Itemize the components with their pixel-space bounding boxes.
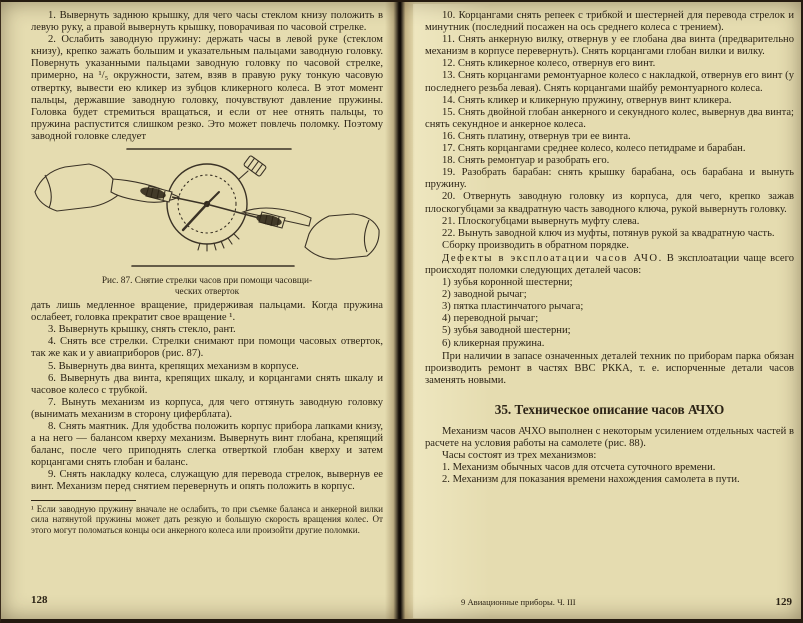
- defect-item: 1) зубья коронной шестерни;: [442, 277, 573, 289]
- section-heading: 35. Техническое описание часов АЧХО: [494, 401, 725, 417]
- defects-lead-rest: В эксплоатации чаще всего происходят поломки следующих деталей часов:: [425, 252, 795, 276]
- list-item: 12. Снять кликерное колесо, отвернув его винт.: [442, 58, 656, 70]
- list-item: 8. Снять маятник. Для удобства положить корпус прибора лапками книзу, а на него — балансом кверху механизм. Вывернуть винт глобана, крепящий баланс, после чего приподнять слегка отверткой глобан кверху и затем корцангами снять глобан и баланс.: [31, 420, 383, 469]
- defect-item: 5) зубья заводной шестерни;: [442, 325, 571, 337]
- list-item: 11. Снять анкерную вилку, отвернув у ее глобана два винта (предварительно механизм в корпусе перевернуть). Снять корцангами глобан вилки и вилку.: [425, 34, 794, 58]
- figure-87: [31, 146, 383, 298]
- list-item: 9. Снять накладку колеса, служащую для перевода стрелок, вывернув ее винт. Механизм перед снятием перевернуть и опять положить в корпус.: [31, 469, 383, 493]
- list-item: 6. Вывернуть два винта, крепящих шкалу, и корцангами снять шкалу и часовое колесо с трубкой.: [31, 372, 383, 396]
- list-item: 10. Корцангами снять репеек с трибкой и шестерней для перевода стрелок и минутник (последний посажен на ось среднего колеса с трением).: [425, 10, 794, 34]
- defect-item: 6) кликерная пружина.: [442, 337, 545, 349]
- list-item: Сборку производить в обратном порядке.: [442, 239, 629, 251]
- list-item: 21. Плоскогубцами вывернуть муфту слева.: [442, 215, 640, 227]
- footer-signature: 9 Авиационные приборы. Ч. III: [461, 597, 576, 607]
- right-page-footer: [425, 596, 792, 608]
- footnote: ¹ Если заводную пружину вначале не ослабить, то при съемке баланса и анкерной вилки сила натянутой пружины может дать резкую и большую скорость вращения колес. От этого могут поломаться концы оси анкерного колеса или произойти другие поломки.: [31, 503, 383, 535]
- figure-caption-line2: ческих отверток: [174, 287, 240, 298]
- right-page: [413, 4, 802, 618]
- paragraph: 2. Механизм для показания времени нахождения самолета в пути.: [442, 474, 740, 486]
- defect-item: 4) переводной рычаг;: [442, 313, 539, 325]
- list-item: 3. Вывернуть крышку, снять стекло, рант.: [48, 324, 236, 336]
- book-gutter-shadow: [385, 2, 415, 623]
- list-item: 17. Снять корцангами среднее колесо, колесо петидраме и барабан.: [442, 143, 746, 155]
- defects-lead: [425, 253, 794, 277]
- left-screwdriver-blade: [172, 197, 205, 204]
- defects-lead-emphasis: Дефекты в эксплоатации часов АЧО.: [442, 252, 663, 264]
- list-item: 20. Отвернуть заводную головку из корпуса, для чего, крепко зажав плоскогубцами за квадратную часть заводного ключа, рукой вывернуть головку.: [425, 191, 794, 215]
- list-item: 22. Вынуть заводной ключ из муфты, потянув рукой за квадратную часть.: [442, 227, 775, 239]
- defects-list: [425, 277, 794, 350]
- list-item: 18. Снять ремонтуар и разобрать его.: [442, 155, 610, 167]
- paragraph-continuation: дать лишь медленное вращение, придерживая пальцами. Когда пружина ослабеет, головка прекратит свое вращение ¹.: [31, 300, 383, 324]
- paragraph: 2. Ослабить заводную пружину: держать часы в левой руке (стеклом книзу), крепко зажать большим и указательным пальцами заводную головку. Повернуть указанными пальцами заводную головку по часовой стрелке, примерно, на ¹/₅ окружности, затем, взяв в правую руку тонкую часовую отвертку, вывести ею кликер из зубцов кликерного колеса. В этот момент пальцы, державшие заводную головку, почувствуют давление пружины. Головка будет стремиться вращаться, и если от нее отнять пальцы, то пружина распустится слишком резко. Это может повлечь поломку. Поэтому заводной головке следует: [31, 34, 383, 142]
- list-item: 4. Снять все стрелки. Стрелки снимают при помощи часовых отверток, так же как и у авиаприборов (рис. 87).: [31, 336, 383, 360]
- footnote-rule: [31, 500, 136, 501]
- page-number-right: 129: [775, 596, 792, 608]
- list-item: 15. Снять двойной глобан анкерного и секундного колес, вывернув два винта; снять секундное и анкерное колеса.: [425, 106, 794, 130]
- minute-hand: [183, 204, 207, 230]
- left-hand: [35, 164, 205, 211]
- left-page: [1, 4, 393, 618]
- winding-crown: [243, 155, 266, 176]
- paragraph: 1. Механизм обычных часов для отсчета суточного времени.: [442, 462, 716, 474]
- figure-caption: Рис. 87. Снятие стрелки часов при помощи часовщи-: [101, 276, 313, 287]
- defects-closing: При наличии в запасе означенных деталей техник по приборам парка обязан производить ремонт в частях ВВС РККА, т. е. испорченные детали часов заменять новыми.: [425, 350, 794, 386]
- defect-item: 2) заводной рычаг;: [442, 289, 527, 301]
- paragraph: Механизм часов АЧХО выполнен с некоторым усилением отдельных частей в расчете на условия работы на самолете (рис. 88).: [425, 425, 794, 449]
- hour-hand: [207, 192, 219, 204]
- paragraph: Часы состоят из трех механизмов:: [442, 450, 597, 462]
- list-item: 19. Разобрать барабан: снять крышку барабана, ось барабана и вынуть пружину.: [425, 167, 794, 191]
- page-number-left: 128: [31, 594, 48, 606]
- list-item: 13. Снять корцангами ремонтуарное колесо с накладкой, отвернув его винт (у последнего резьба левая). Снять корцангами шайбу ремонтуарного колеса.: [425, 70, 794, 94]
- defect-item: 3) пятка пластинчатого рычага;: [442, 301, 584, 313]
- list-item: 7. Вынуть механизм из корпуса, для чего оттянуть заводную головку (вынимать механизм в сторону циферблата).: [31, 396, 383, 420]
- watch-hands-removal-illustration: [31, 146, 383, 276]
- list-item: 16. Снять платину, отвернув три ее винта.: [442, 130, 631, 142]
- paragraph: 1. Вывернуть заднюю крышку, для чего часы стеклом книзу положить в левую руку, а правой вывернуть крышку, поворачивая по часовой стрелке.: [31, 10, 383, 34]
- list-item: 14. Снять кликер и кликерную пружину, отвернув винт кликера.: [442, 94, 732, 106]
- list-item: 5. Вывернуть два винта, крепящих механизм в корпусе.: [48, 360, 299, 372]
